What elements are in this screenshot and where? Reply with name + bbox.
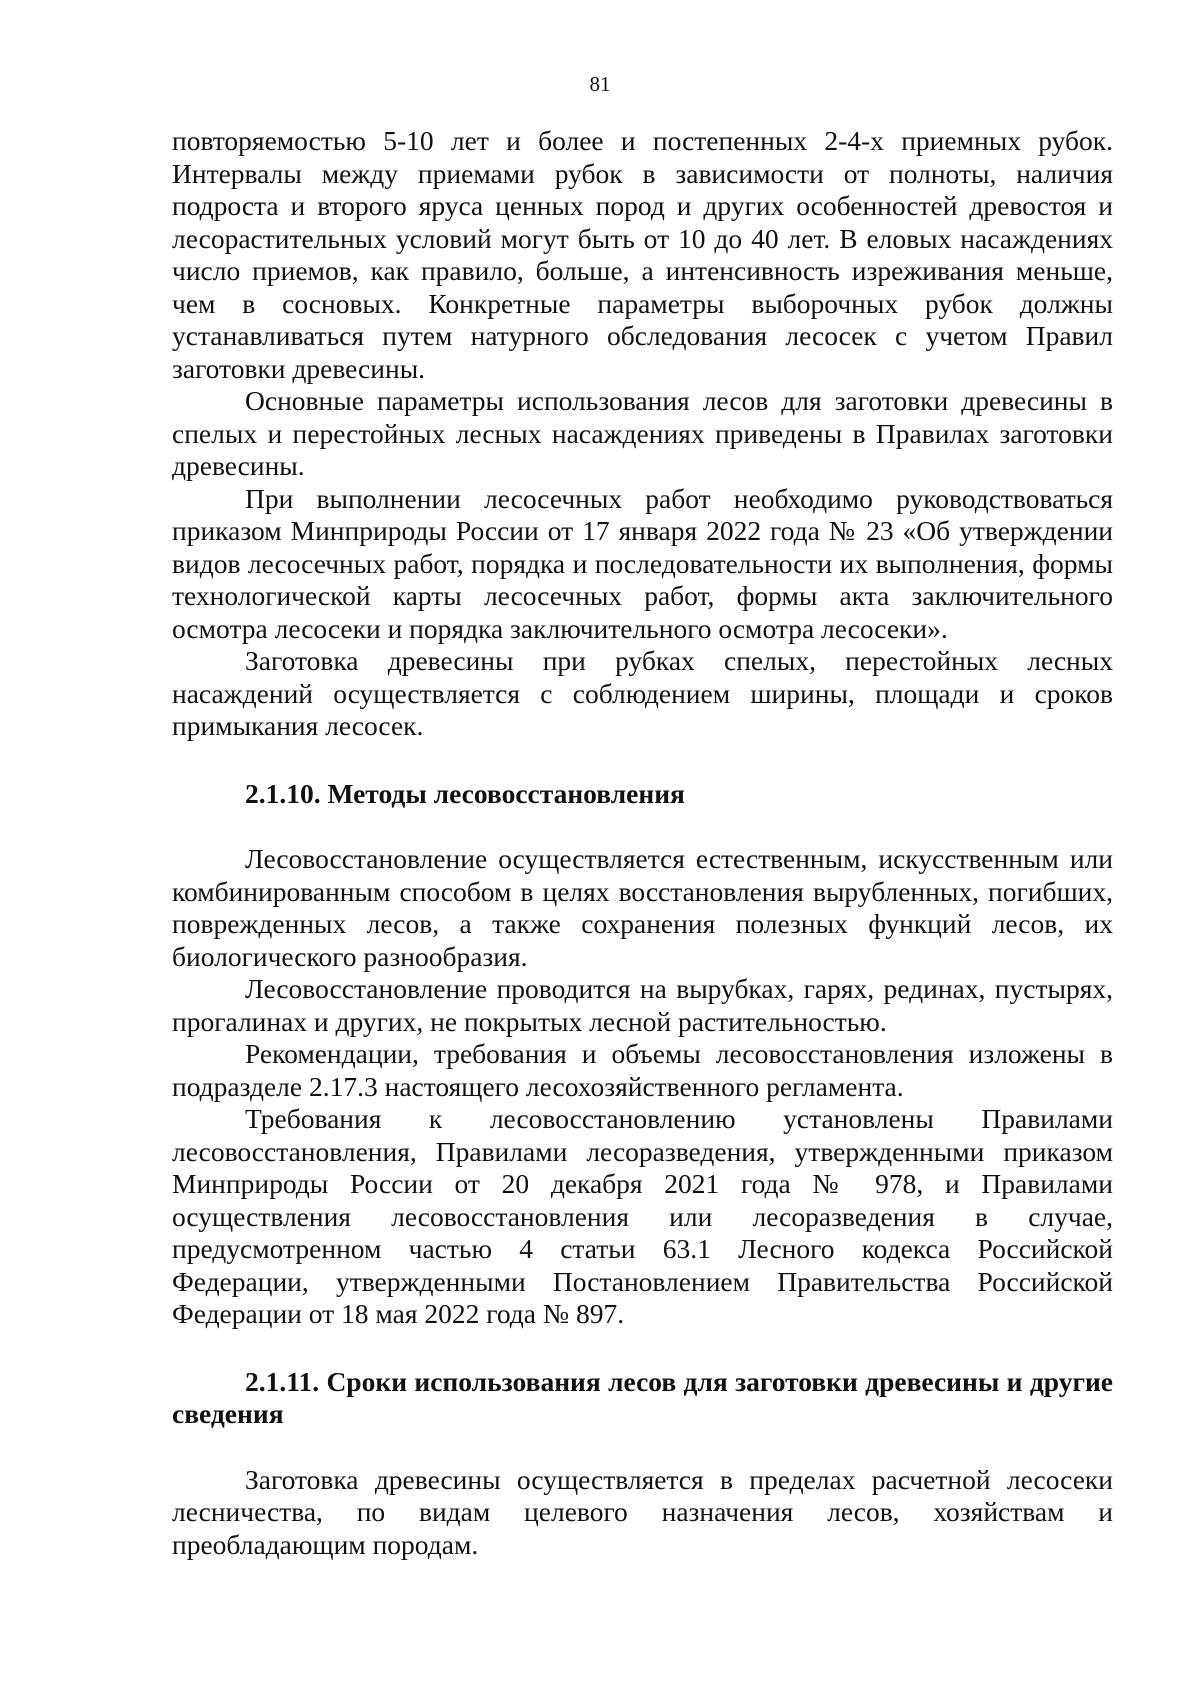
spacer [172, 1431, 1113, 1464]
paragraph: Основные параметры использования лесов для заготовки древесины в спелых и перестойных лесных насаждениях приведены в Правилах заготовки древесины. [172, 385, 1113, 481]
spacer [172, 810, 1113, 843]
paragraph: Лесовосстановление осуществляется естественным, искусственным или комбинированным способом в целях восстановления вырубленных, погибших, поврежденных лесов, а также сохранения полезных функций лесов, их биологического разнообразия. [172, 843, 1113, 972]
section-heading: 2.1.11. Сроки использования лесов для заготовки древесины и другие сведения [172, 1365, 1113, 1429]
spacer [172, 1331, 1113, 1366]
paragraph: При выполнении лесосечных работ необходимо руководствоваться приказом Минприроды России от 17 января 2022 года № 23 «Об утверждении видов лесосечных работ, порядка и последовательности их выполнения, формы технологической карты лесосечных работ, формы акта заключительного осмотра лесосеки и порядка заключительного осмотра лесосеки». [172, 482, 1113, 644]
page-number: 81 [589, 72, 611, 96]
spacer [172, 743, 1113, 778]
paragraph-continuation: повторяемостью 5-10 лет и более и постепенных 2-4-х приемных рубок. Интервалы между приемами рубок в зависимости от полноты, наличия подроста и второго яруса ценных пород и других особенностей древостоя и лесорастительных условий могут быть от 10 до 40 лет. В еловых насаждениях число приемов, как правило, больше, а интенсивность изреживания меньше, чем в сосновых. Конкретные параметры выборочных рубок должны устанавливаться путем натурного обследования лесосек с учетом Правил заготовки древесины. [172, 125, 1113, 384]
paragraph: Рекомендации, требования и объемы лесовосстановления изложены в подразделе 2.17.3 настоящего лесохозяйственного регламента. [172, 1038, 1113, 1102]
paragraph: Требования к лесовосстановлению установлены Правилами лесовосстановления, Правилами лесоразведения, утвержденными приказом Минприроды России от 20 декабря 2021 года № 978, и Правилами осуществления лесовосстановления или лесоразведения в случае, предусмотренном частью 4 статьи 63.1 Лесного кодекса Российской Федерации, утвержденными Постановлением Правительства Российской Федерации от 18 мая 2022 года № 897. [172, 1103, 1113, 1329]
page-body [172, 125, 1113, 1561]
paragraph: Заготовка древесины при рубках спелых, перестойных лесных насаждений осуществляется с соблюдением ширины, площади и сроков примыкания лесосек. [172, 645, 1113, 741]
section-heading: 2.1.10. Методы лесовосстановления [245, 777, 685, 809]
paragraph: Заготовка древесины осуществляется в пределах расчетной лесосеки лесничества, по видам целевого назначения лесов, хозяйствам и преобладающим породам. [172, 1463, 1113, 1560]
paragraph: Лесовосстановление проводится на вырубках, гарях, рединах, пустырях, прогалинах и других, не покрытых лесной растительностью. [172, 973, 1113, 1037]
